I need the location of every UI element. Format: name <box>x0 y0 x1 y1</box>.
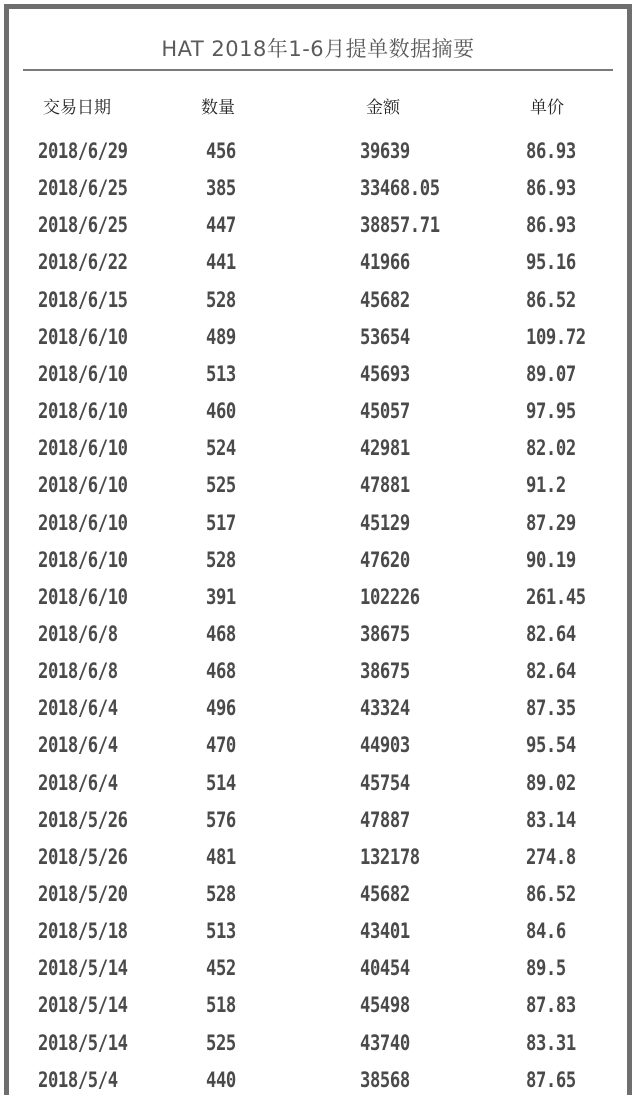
cell-date: 2018/6/10 <box>38 436 128 461</box>
cell-unit-price: 95.54 <box>526 733 576 758</box>
cell-date: 2018/5/18 <box>38 919 128 944</box>
cell-quantity: 528 <box>206 882 236 906</box>
cell-date: 2018/6/29 <box>38 139 128 163</box>
cell-amount: 47620 <box>360 547 410 572</box>
cell-amount: 45682 <box>360 882 410 906</box>
cell-unit-price: 84.6 <box>526 919 566 944</box>
cell-unit-price: 261.45 <box>526 584 586 609</box>
cell-date: 2018/6/4 <box>38 733 118 758</box>
cell-amount: 43740 <box>360 1030 410 1055</box>
header-quantity: 数量 <box>201 98 235 118</box>
table-row <box>9 393 627 430</box>
header-unit-price: 单价 <box>530 98 564 118</box>
cell-date: 2018/6/10 <box>38 473 128 498</box>
cell-unit-price: 95.16 <box>526 250 576 275</box>
cell-amount: 45129 <box>360 510 410 535</box>
table-row <box>9 876 627 913</box>
cell-amount: 45754 <box>360 770 410 795</box>
table-row <box>9 207 627 244</box>
table-header <box>9 95 627 132</box>
cell-amount: 45498 <box>360 993 410 1018</box>
table-row <box>9 653 627 690</box>
cell-quantity: 456 <box>206 139 236 163</box>
cell-unit-price: 89.5 <box>526 956 566 981</box>
header-date: 交易日期 <box>43 98 111 118</box>
cell-unit-price: 82.64 <box>526 659 576 684</box>
cell-date: 2018/6/10 <box>38 510 128 535</box>
table-row <box>9 467 627 504</box>
cell-quantity: 518 <box>206 993 236 1018</box>
cell-unit-price: 89.07 <box>526 361 576 386</box>
cell-amount: 47881 <box>360 473 410 498</box>
cell-quantity: 481 <box>206 844 236 869</box>
cell-unit-price: 83.31 <box>526 1030 576 1055</box>
cell-date: 2018/5/26 <box>38 807 128 832</box>
table-row <box>9 170 627 207</box>
cell-date: 2018/6/10 <box>38 547 128 572</box>
cell-amount: 38568 <box>360 1067 410 1092</box>
table-row <box>9 616 627 653</box>
cell-amount: 42981 <box>360 436 410 461</box>
cell-amount: 40454 <box>360 956 410 981</box>
cell-date: 2018/6/15 <box>38 287 128 312</box>
cell-amount: 38857.71 <box>360 213 440 238</box>
cell-quantity: 489 <box>206 324 236 349</box>
cell-quantity: 468 <box>206 659 236 684</box>
table-row <box>9 579 627 616</box>
cell-unit-price: 90.19 <box>526 547 576 572</box>
table-row <box>9 950 627 987</box>
cell-date: 2018/6/25 <box>38 213 128 238</box>
table-row <box>9 542 627 579</box>
cell-date: 2018/6/8 <box>38 621 118 646</box>
cell-unit-price: 97.95 <box>526 399 576 424</box>
cell-date: 2018/6/10 <box>38 399 128 424</box>
cell-unit-price: 86.52 <box>526 287 576 312</box>
title-divider <box>23 69 613 71</box>
cell-amount: 53654 <box>360 324 410 349</box>
cell-quantity: 447 <box>206 213 236 238</box>
cell-quantity: 513 <box>206 919 236 944</box>
cell-date: 2018/5/4 <box>38 1067 118 1092</box>
cell-quantity: 470 <box>206 733 236 758</box>
cell-quantity: 440 <box>206 1067 236 1092</box>
page-title: HAT 2018年1-6月提单数据摘要 <box>161 37 475 61</box>
cell-amount: 45693 <box>360 361 410 386</box>
cell-unit-price: 82.02 <box>526 436 576 461</box>
cell-unit-price: 87.83 <box>526 993 576 1018</box>
cell-amount: 41966 <box>360 250 410 275</box>
cell-amount: 132178 <box>360 844 420 869</box>
document-frame <box>4 4 632 1095</box>
table-row <box>9 244 627 281</box>
cell-quantity: 391 <box>206 584 236 609</box>
cell-unit-price: 87.35 <box>526 696 576 721</box>
cell-quantity: 528 <box>206 547 236 572</box>
table-row <box>9 1062 627 1099</box>
cell-date: 2018/6/4 <box>38 696 118 721</box>
cell-quantity: 452 <box>206 956 236 981</box>
table-row <box>9 505 627 542</box>
cell-date: 2018/6/10 <box>38 584 128 609</box>
table-row <box>9 913 627 950</box>
cell-amount: 33468.05 <box>360 176 440 201</box>
table-row <box>9 319 627 356</box>
cell-amount: 43401 <box>360 919 410 944</box>
cell-quantity: 525 <box>206 473 236 498</box>
cell-unit-price: 87.29 <box>526 510 576 535</box>
cell-quantity: 524 <box>206 436 236 461</box>
cell-amount: 44903 <box>360 733 410 758</box>
table-row <box>9 356 627 393</box>
cell-quantity: 441 <box>206 250 236 275</box>
table-row <box>9 987 627 1024</box>
cell-date: 2018/5/26 <box>38 844 128 869</box>
cell-amount: 45057 <box>360 399 410 424</box>
cell-quantity: 496 <box>206 696 236 721</box>
cell-amount: 47887 <box>360 807 410 832</box>
cell-date: 2018/6/10 <box>38 361 128 386</box>
cell-amount: 45682 <box>360 287 410 312</box>
cell-unit-price: 89.02 <box>526 770 576 795</box>
cell-date: 2018/5/14 <box>38 993 128 1018</box>
cell-amount: 43324 <box>360 696 410 721</box>
cell-date: 2018/5/20 <box>38 882 128 906</box>
cell-quantity: 468 <box>206 621 236 646</box>
cell-date: 2018/5/14 <box>38 956 128 981</box>
cell-unit-price: 86.93 <box>526 176 576 201</box>
table-row <box>9 727 627 764</box>
cell-date: 2018/5/14 <box>38 1030 128 1055</box>
table-row <box>9 133 627 170</box>
cell-quantity: 460 <box>206 399 236 424</box>
cell-quantity: 517 <box>206 510 236 535</box>
cell-date: 2018/6/4 <box>38 770 118 795</box>
cell-unit-price: 86.52 <box>526 882 576 906</box>
cell-amount: 39639 <box>360 139 410 163</box>
cell-date: 2018/6/8 <box>38 659 118 684</box>
cell-unit-price: 86.93 <box>526 139 576 163</box>
cell-unit-price: 109.72 <box>526 324 586 349</box>
cell-quantity: 385 <box>206 176 236 201</box>
cell-amount: 38675 <box>360 621 410 646</box>
cell-unit-price: 274.8 <box>526 844 576 869</box>
table-row <box>9 282 627 319</box>
table-row <box>9 765 627 802</box>
cell-amount: 38675 <box>360 659 410 684</box>
cell-unit-price: 87.65 <box>526 1067 576 1092</box>
table-row <box>9 802 627 839</box>
cell-quantity: 528 <box>206 287 236 312</box>
cell-unit-price: 91.2 <box>526 473 566 498</box>
cell-unit-price: 82.64 <box>526 621 576 646</box>
table-row <box>9 690 627 727</box>
cell-unit-price: 83.14 <box>526 807 576 832</box>
cell-unit-price: 86.93 <box>526 213 576 238</box>
cell-quantity: 513 <box>206 361 236 386</box>
cell-quantity: 576 <box>206 807 236 832</box>
cell-date: 2018/6/25 <box>38 176 128 201</box>
cell-quantity: 514 <box>206 770 236 795</box>
cell-quantity: 525 <box>206 1030 236 1055</box>
table-row <box>9 1025 627 1062</box>
table-row <box>9 430 627 467</box>
cell-amount: 102226 <box>360 584 420 609</box>
cell-date: 2018/6/22 <box>38 250 128 275</box>
table-row <box>9 839 627 876</box>
cell-date: 2018/6/10 <box>38 324 128 349</box>
header-amount: 金额 <box>366 98 400 118</box>
